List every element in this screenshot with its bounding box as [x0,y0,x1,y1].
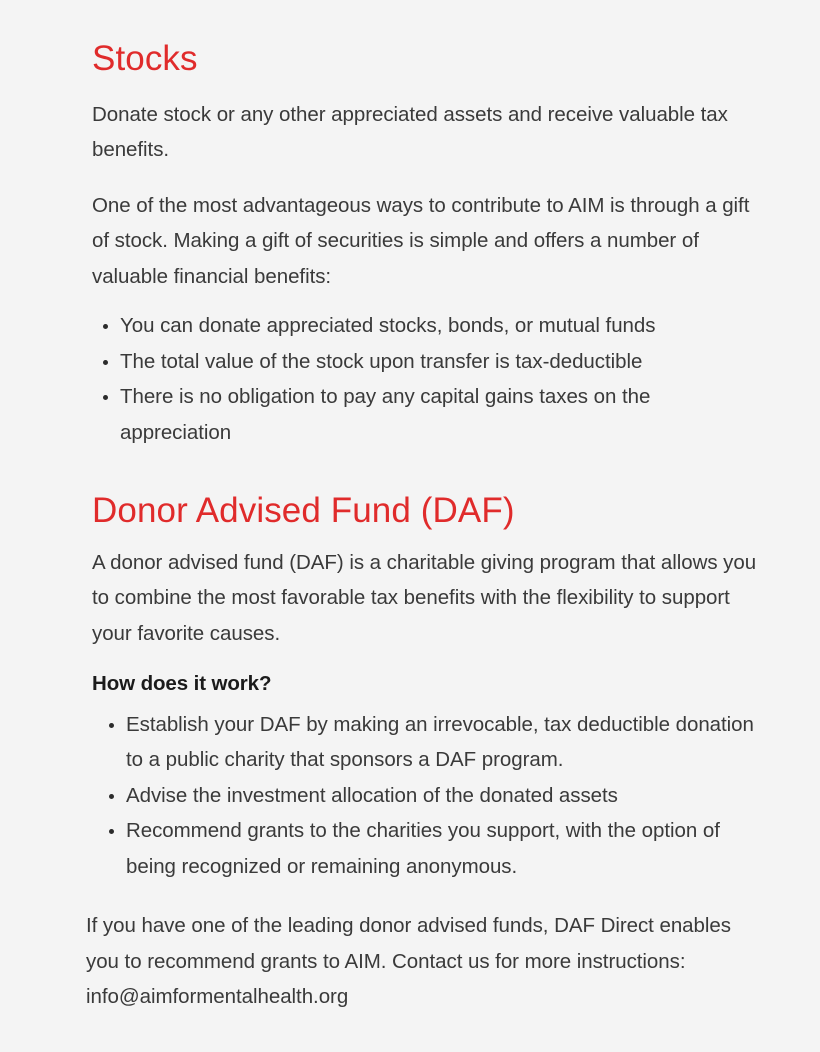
stocks-detail-paragraph: One of the most advantageous ways to contribute to AIM is through a gift of stock. Making a gift of securities is simple and offers a number of valuable financial benefits: [92,193,750,288]
daf-closing-paragraph: If you have one of the leading donor advised funds, DAF Direct enables you to recommend grants to AIM. Contact us for more instructions: info@aimformentalhealth.org [86,914,731,1009]
section-stocks [86,40,758,450]
stocks-benefits-list [86,308,758,450]
daf-steps-list [93,707,758,885]
list-item: There is no obligation to pay any capital gains taxes on the appreciation [86,379,758,450]
list-item: You can donate appreciated stocks, bonds, or mutual funds [86,308,758,344]
article-content [86,28,758,1015]
daf-intro-paragraph: A donor advised fund (DAF) is a charitable giving program that allows you to combine the most favorable tax benefits with the flexibility to support your favorite causes. [92,550,757,645]
stocks-intro-paragraph: Donate stock or any other appreciated assets and receive valuable tax benefits. [92,102,728,161]
heading-donor-advised-fund: Donor Advised Fund (DAF) [92,491,515,530]
list-item: Establish your DAF by making an irrevocable, tax deductible donation to a public charity that sponsors a DAF program. [93,707,758,778]
heading-stocks: Stocks [92,39,198,78]
list-item: Advise the investment allocation of the donated assets [93,778,758,814]
list-item: Recommend grants to the charities you support, with the option of being recognized or remaining anonymous. [93,813,758,884]
section-donor-advised-fund [86,492,758,1015]
list-item: The total value of the stock upon transfer is tax-deductible [86,344,758,380]
subheading-how-does-it-work: How does it work? [92,672,272,695]
